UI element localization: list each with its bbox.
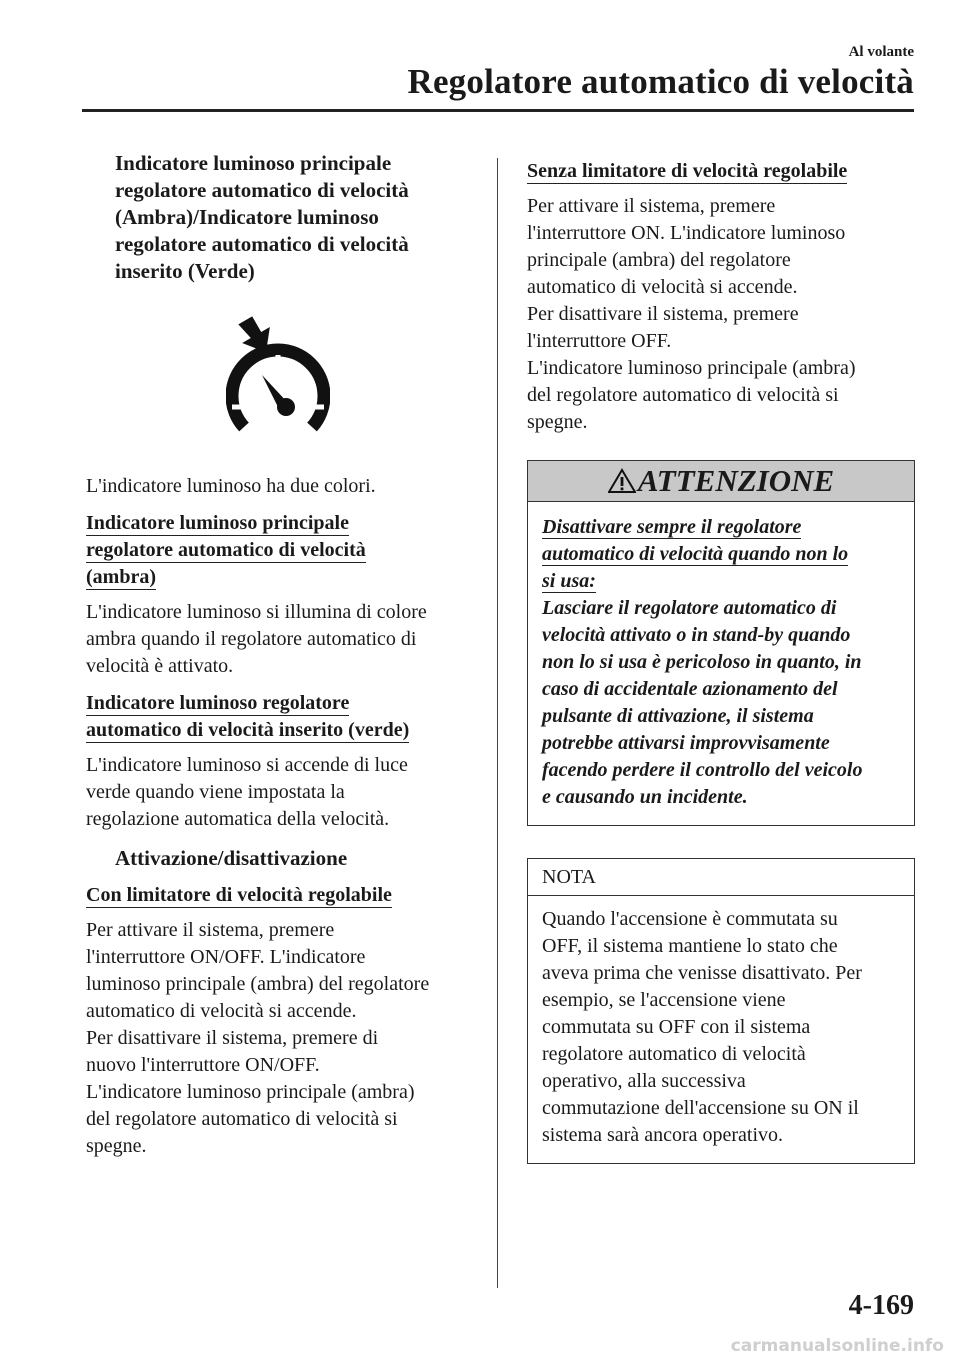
text-line: spegne. [86,1135,147,1157]
cruise-control-indicator-icon [226,315,330,435]
text-line: sistema sarà ancora operativo. [542,1124,784,1146]
text-line: verde quando viene impostata la [86,781,345,803]
underlined-line: (ambra) [86,566,156,588]
attention-header [528,461,914,502]
nota-box [527,858,915,1164]
text-line: commutazione dell'accensione su ON il [542,1097,859,1119]
text-line: e causando un incidente. [542,786,748,808]
text-line: aveva prima che venisse disattivato. Per [542,962,862,984]
text-line: Indicatore luminoso principale [115,151,392,175]
underlined-line: Indicatore luminoso principale [86,512,349,534]
text-line: regolazione automatica della velocità. [86,808,390,830]
text-line: nuovo l'interruttore ON/OFF. [86,1054,320,1076]
text-line: luminoso principale (ambra) del regolatore [86,973,430,995]
header-divider [82,109,914,112]
text-line: del regolatore automatico di velocità si [86,1108,398,1130]
page-number: 4-169 [848,1290,914,1321]
without-limiter-heading-text: Senza limitatore di velocità regolabile [527,160,848,182]
attention-body [528,502,914,825]
text-line: Per attivare il sistema, premere [86,919,335,941]
text-line: non lo si usa è pericoloso in quanto, in [542,651,862,673]
amber-indicator-text [86,599,470,680]
text-line: principale (ambra) del regolatore [527,249,791,271]
text-line: inserito (Verde) [115,259,255,283]
underlined-line: si usa: [542,570,596,592]
text-line: l'interruttore ON. L'indicatore luminoso [527,222,846,244]
indicator-intro-text: L'indicatore luminoso ha due colori. [86,475,376,497]
attention-underlined-text [542,514,900,595]
text-line: OFF, il sistema mantiene lo stato che [542,935,838,957]
text-line: Per disattivare il sistema, premere di [86,1027,379,1049]
text-line: L'indicatore luminoso si illumina di colore [86,601,427,623]
text-line: Per attivare il sistema, premere [527,195,776,217]
text-line: (Ambra)/Indicatore luminoso [115,205,379,229]
text-line: operativo, alla successiva [542,1070,746,1092]
text-line: potrebbe attivarsi improvvisamente [542,732,830,754]
text-line: regolatore automatico di velocità [542,1043,806,1065]
text-line: velocità attivato o in stand-by quando [542,624,851,646]
watermark: carmanualsonline.info [730,1336,944,1356]
header-section-label: Al volante [848,44,914,60]
nota-title: NOTA [528,859,914,896]
text-line: Lasciare il regolatore automatico di [542,597,837,619]
text-line: automatico di velocità si accende. [527,276,798,298]
text-line: ambra quando il regolatore automatico di [86,628,417,650]
underlined-line: automatico di velocità inserito (verde) [86,719,410,741]
text-line: spegne. [527,411,588,433]
left-column [86,150,470,1160]
attention-box [527,460,915,826]
text-line: esempio, se l'accensione viene [542,989,786,1011]
green-indicator-heading [86,690,470,744]
warning-triangle-icon [608,468,636,494]
indicator-icon-container [86,315,470,465]
amber-indicator-heading [86,510,470,591]
text-line: Quando l'accensione è commutata su [542,908,838,930]
attention-body-text [542,595,900,811]
page-title: Regolatore automatico di velocità [407,62,914,101]
text-line: Per disattivare il sistema, premere [527,303,799,325]
text-line: L'indicatore luminoso principale (ambra) [527,357,856,379]
with-limiter-heading-text: Con limitatore di velocità regolabile [86,884,392,906]
text-line: L'indicatore luminoso si accende di luce [86,754,408,776]
text-line: regolatore automatico di velocità [115,178,409,202]
column-divider [497,158,498,1288]
text-line: velocità è attivato. [86,655,234,677]
text-line: regolatore automatico di velocità [115,232,409,256]
nota-body-text [528,896,914,1163]
green-indicator-text [86,752,470,833]
text-line: l'interruttore ON/OFF. L'indicatore [86,946,366,968]
right-column [527,150,915,1164]
indicator-section-heading [86,150,470,285]
text-line: del regolatore automatico di velocità si [527,384,839,406]
text-line: caso di accidentale azionamento del [542,678,838,700]
attention-title: ATTENZIONE [637,463,835,498]
without-limiter-heading [527,158,915,185]
text-line: pulsante di attivazione, il sistema [542,705,814,727]
text-line: l'interruttore OFF. [527,330,672,352]
text-line: commutata su OFF con il sistema [542,1016,811,1038]
with-limiter-heading [86,882,470,909]
underlined-line: Indicatore luminoso regolatore [86,692,350,714]
activation-heading: Attivazione/disattivazione [115,846,348,870]
underlined-line: Disattivare sempre il regolatore [542,516,802,538]
underlined-line: automatico di velocità quando non lo [542,543,849,565]
underlined-line: regolatore automatico di velocità [86,539,366,561]
without-limiter-text [527,193,915,436]
with-limiter-text [86,917,470,1160]
text-line: facendo perdere il controllo del veicolo [542,759,863,781]
text-line: L'indicatore luminoso principale (ambra) [86,1081,415,1103]
text-line: automatico di velocità si accende. [86,1000,357,1022]
